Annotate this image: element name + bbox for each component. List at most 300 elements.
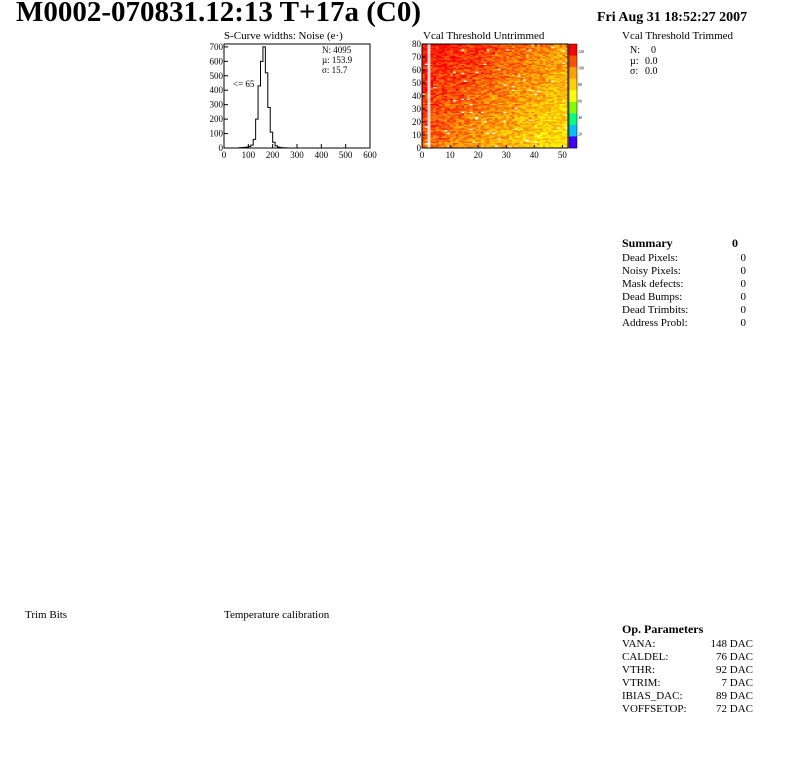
heatmap-cell (506, 82, 509, 84)
heatmap-cell (459, 75, 462, 77)
heatmap-cell (433, 77, 436, 79)
heatmap-cell (492, 132, 495, 134)
heatmap-cell (523, 56, 526, 58)
heatmap-cell (450, 135, 453, 137)
heatmap-cell (442, 47, 445, 49)
heatmap-cell (464, 65, 467, 67)
heatmap-cell (473, 60, 476, 62)
heatmap-cell (467, 60, 470, 62)
heatmap-cell (436, 91, 439, 93)
heatmap-cell (430, 110, 433, 112)
heatmap-cell (495, 106, 498, 108)
heatmap-cell (478, 127, 481, 129)
heatmap-cell (439, 132, 442, 134)
heatmap-cell (484, 138, 487, 140)
heatmap-cell (470, 58, 473, 60)
heatmap-cell (543, 105, 546, 107)
heatmap-cell (560, 65, 563, 67)
heatmap-cell (498, 118, 501, 120)
heatmap-cell (543, 100, 546, 102)
heatmap-cell (512, 116, 515, 118)
heatmap-cell (526, 136, 529, 138)
heatmap-cell (562, 87, 565, 89)
heatmap-cell (430, 82, 433, 84)
heatmap-cell (450, 125, 453, 127)
heatmap-cell (515, 71, 518, 73)
heatmap-cell (453, 142, 456, 144)
heatmap-cell (557, 118, 560, 120)
heatmap-cell (515, 49, 518, 51)
heatmap-cell (503, 104, 506, 106)
heatmap-cell (492, 53, 495, 55)
heatmap-cell (436, 75, 439, 77)
heatmap-cell (543, 142, 546, 144)
heatmap-cell (537, 109, 540, 111)
heatmap-cell (554, 112, 557, 114)
heatmap-cell (529, 86, 532, 88)
heatmap-cell (523, 53, 526, 55)
heatmap-cell (450, 78, 453, 80)
heatmap-cell (456, 84, 459, 86)
heatmap-cell (481, 135, 484, 137)
heatmap-cell (487, 122, 490, 124)
heatmap-cell (517, 122, 520, 124)
heatmap-cell (475, 104, 478, 106)
heatmap-cell (554, 80, 557, 82)
heatmap-cell (492, 69, 495, 71)
heatmap-cell (498, 93, 501, 95)
heatmap-cell (537, 48, 540, 50)
heatmap-cell (560, 60, 563, 62)
heatmap-cell (430, 57, 433, 59)
heatmap-cell (484, 118, 487, 120)
heatmap-cell (473, 135, 476, 137)
heatmap-cell (470, 118, 473, 120)
heatmap-cell (503, 112, 506, 114)
heatmap-cell (560, 125, 563, 127)
heatmap-cell (529, 112, 532, 114)
heatmap-cell (461, 90, 464, 92)
heatmap-cell (456, 52, 459, 54)
heatmap-cell (461, 145, 464, 147)
heatmap-cell (436, 138, 439, 140)
heatmap-cell (436, 73, 439, 75)
y-tick-label: 80 (412, 39, 421, 49)
heatmap-cell (487, 58, 490, 60)
heatmap-cell (517, 118, 520, 120)
heatmap-cell (470, 77, 473, 79)
heatmap-cell (501, 92, 504, 94)
heatmap-cell (517, 126, 520, 128)
heatmap-cell (492, 48, 495, 50)
heatmap-cell (557, 88, 560, 90)
heatmap-cell (515, 138, 518, 140)
heatmap-cell (489, 122, 492, 124)
heatmap-cell (489, 101, 492, 103)
heatmap-cell (529, 73, 532, 75)
heatmap-cell (554, 116, 557, 118)
heatmap-cell (557, 123, 560, 125)
heatmap-cell (461, 131, 464, 133)
heatmap-cell (467, 139, 470, 141)
heatmap-cell (495, 86, 498, 88)
heatmap-cell (509, 84, 512, 86)
heatmap-cell (433, 125, 436, 127)
heatmap-cell (436, 143, 439, 145)
heatmap-cell (526, 57, 529, 59)
heatmap-cell (475, 121, 478, 123)
heatmap-cell (551, 121, 554, 123)
heatmap-cell (554, 135, 557, 137)
heatmap-cell (554, 131, 557, 133)
heatmap-cell (537, 84, 540, 86)
heatmap-cell (456, 108, 459, 110)
heatmap-cell (509, 135, 512, 137)
heatmap-cell (548, 123, 551, 125)
heatmap-cell (560, 48, 563, 50)
heatmap-cell (540, 96, 543, 98)
heatmap-cell (436, 51, 439, 53)
heatmap-cell (548, 97, 551, 99)
heatmap-cell (489, 131, 492, 133)
heatmap-cell (540, 103, 543, 105)
heatmap-cell (436, 144, 439, 146)
heatmap-cell (534, 86, 537, 88)
heatmap-cell (467, 104, 470, 106)
heatmap-cell (467, 78, 470, 80)
heatmap-cell (512, 114, 515, 116)
heatmap-cell (478, 80, 481, 82)
heatmap-cell (473, 140, 476, 142)
heatmap-cell (560, 143, 563, 145)
heatmap-cell (487, 110, 490, 112)
heatmap-cell (543, 138, 546, 140)
heatmap-cell (506, 95, 509, 97)
heatmap-cell (509, 74, 512, 76)
heatmap-cell (484, 110, 487, 112)
heatmap-cell (537, 119, 540, 121)
heatmap-cell (470, 69, 473, 71)
heatmap-cell (470, 45, 473, 47)
heatmap-cell (546, 90, 549, 92)
heatmap-cell (520, 135, 523, 137)
histogram-stat: σ: 15.7 (322, 65, 348, 75)
heatmap-cell (425, 117, 428, 119)
heatmap-cell (546, 122, 549, 124)
heatmap-cell (444, 78, 447, 80)
heatmap-cell (456, 127, 459, 129)
heatmap-cell (481, 99, 484, 101)
heatmap-cell (546, 52, 549, 54)
heatmap-cell (506, 129, 509, 131)
heatmap-cell (520, 61, 523, 63)
heatmap-cell (526, 144, 529, 146)
heatmap-cell (430, 58, 433, 60)
heatmap-cell (517, 109, 520, 111)
heatmap-cell (526, 56, 529, 58)
heatmap-cell (551, 104, 554, 106)
heatmap-cell (560, 49, 563, 51)
histogram-title: S-Curve widths: Noise (e·) (224, 30, 343, 42)
heatmap-cell (470, 53, 473, 55)
heatmap-cell (439, 54, 442, 56)
heatmap-cell (534, 139, 537, 141)
heatmap-cell (464, 51, 467, 53)
heatmap-cell (562, 69, 565, 71)
heatmap-cell (470, 140, 473, 142)
heatmap-cell (540, 135, 543, 137)
heatmap-cell (501, 54, 504, 56)
heatmap-cell (489, 135, 492, 137)
heatmap-cell (444, 71, 447, 73)
heatmap-cell (515, 101, 518, 103)
heatmap-cell (543, 57, 546, 59)
heatmap-cell (453, 105, 456, 107)
heatmap-cell (464, 83, 467, 85)
heatmap-cell (442, 129, 445, 131)
heatmap-cell (447, 48, 450, 50)
heatmap-cell (456, 145, 459, 147)
heatmap-cell (470, 145, 473, 147)
heatmap-cell (430, 105, 433, 107)
heatmap-cell (447, 75, 450, 77)
heatmap-cell (467, 77, 470, 79)
heatmap-cell (562, 130, 565, 132)
heatmap-cell (503, 139, 506, 141)
heatmap-cell (461, 126, 464, 128)
heatmap-cell (551, 69, 554, 71)
heatmap-cell (478, 136, 481, 138)
heatmap-cell (520, 119, 523, 121)
heatmap-cell (557, 60, 560, 62)
heatmap-cell (506, 90, 509, 92)
heatmap-cell (481, 114, 484, 116)
heatmap-cell (526, 97, 529, 99)
heatmap-cell (537, 108, 540, 110)
heatmap-cell (467, 96, 470, 98)
trimmed-title: Vcal Threshold Trimmed (622, 30, 734, 42)
heatmap-cell (492, 95, 495, 97)
heatmap-cell (489, 130, 492, 132)
heatmap-cell (456, 126, 459, 128)
heatmap-cell (439, 139, 442, 141)
heatmap-cell (503, 61, 506, 63)
heatmap-cell (484, 80, 487, 82)
heatmap-cell (456, 131, 459, 133)
heatmap-cell (506, 83, 509, 85)
heatmap-cell (526, 103, 529, 105)
heatmap-cell (557, 62, 560, 64)
heatmap-cell (560, 99, 563, 101)
heatmap-cell (481, 57, 484, 59)
heatmap-cell (467, 70, 470, 72)
heatmap-cell (520, 87, 523, 89)
heatmap-cell (506, 87, 509, 89)
heatmap-cell (503, 65, 506, 67)
heatmap-cell (442, 58, 445, 60)
heatmap-cell (501, 51, 504, 53)
heatmap-cell (430, 62, 433, 64)
heatmap-cell (509, 67, 512, 69)
heatmap-cell (501, 65, 504, 67)
heatmap-cell (459, 70, 462, 72)
heatmap-cell (459, 127, 462, 129)
heatmap-cell (492, 135, 495, 137)
heatmap-cell (548, 106, 551, 108)
heatmap-cell (492, 93, 495, 95)
heatmap-cell (425, 49, 428, 51)
heatmap-cell (461, 60, 464, 62)
heatmap-cell (537, 87, 540, 89)
heatmap-cell (515, 78, 518, 80)
heatmap-cell (548, 130, 551, 132)
heatmap-cell (498, 62, 501, 64)
heatmap-cell (473, 54, 476, 56)
heatmap-cell (554, 83, 557, 85)
heatmap-cell (526, 45, 529, 47)
heatmap-cell (475, 78, 478, 80)
heatmap-cell (433, 49, 436, 51)
heatmap-cell (495, 61, 498, 63)
x-tick-label: 0 (419, 150, 425, 160)
heatmap-cell (503, 83, 506, 85)
heatmap-cell (560, 74, 563, 76)
heatmap-cell (560, 77, 563, 79)
heatmap-cell (523, 121, 526, 123)
heatmap-cell (489, 113, 492, 115)
heatmap-cell (484, 71, 487, 73)
heatmap-cell (498, 138, 501, 140)
heatmap-cell (470, 117, 473, 119)
heatmap-cell (501, 56, 504, 58)
heatmap-cell (506, 48, 509, 50)
heatmap-cell (473, 78, 476, 80)
heatmap-cell (447, 97, 450, 99)
heatmap-cell (554, 125, 557, 127)
heatmap-cell (475, 139, 478, 141)
heatmap-cell (529, 114, 532, 116)
heatmap-cell (456, 140, 459, 142)
heatmap-cell (512, 78, 515, 80)
heatmap-cell (537, 106, 540, 108)
heatmap-cell (537, 118, 540, 120)
heatmap-cell (529, 123, 532, 125)
heatmap-cell (425, 54, 428, 56)
heatmap-cell (532, 118, 535, 120)
heatmap-cell (492, 74, 495, 76)
heatmap-cell (461, 113, 464, 115)
heatmap-cell (447, 87, 450, 89)
op-param-label: VOFFSETOP: (622, 703, 687, 715)
heatmap-cell (492, 130, 495, 132)
heatmap-cell (456, 132, 459, 134)
heatmap-cell (464, 82, 467, 84)
heatmap-cell (540, 126, 543, 128)
heatmap-cell (450, 62, 453, 64)
heatmap-cell (439, 112, 442, 114)
heatmap-cell (560, 126, 563, 128)
heatmap-cell (433, 119, 436, 121)
heatmap-cell (503, 100, 506, 102)
heatmap-cell (512, 110, 515, 112)
heatmap-cell (517, 143, 520, 145)
heatmap-cell (484, 92, 487, 94)
heatmap-cell (475, 97, 478, 99)
heatmap-cell (442, 64, 445, 66)
heatmap-cell (506, 103, 509, 105)
heatmap-cell (470, 123, 473, 125)
heatmap-cell (433, 91, 436, 93)
heatmap-cell (560, 53, 563, 55)
heatmap-cell (523, 93, 526, 95)
heatmap-cell (506, 126, 509, 128)
heatmap-cell (425, 57, 428, 59)
heatmap-cell (470, 134, 473, 136)
heatmap-cell (537, 144, 540, 146)
heatmap-cell (459, 73, 462, 75)
heatmap-cell (554, 71, 557, 73)
heatmap-cell (456, 90, 459, 92)
heatmap-cell (512, 132, 515, 134)
heatmap-cell (453, 131, 456, 133)
heatmap-cell (526, 61, 529, 63)
heatmap-cell (512, 74, 515, 76)
heatmap-cell (481, 100, 484, 102)
heatmap-cell (534, 140, 537, 142)
heatmap-cell (467, 138, 470, 140)
heatmap-cell (450, 97, 453, 99)
heatmap-cell (459, 123, 462, 125)
summary-value: 0 (740, 278, 746, 290)
heatmap-cell (475, 100, 478, 102)
heatmap-cell (546, 82, 549, 84)
heatmap-cell (453, 106, 456, 108)
heatmap-cell (562, 113, 565, 115)
heatmap-cell (470, 99, 473, 101)
heatmap-cell (481, 103, 484, 105)
heatmap-cell (430, 145, 433, 147)
heatmap-cell (475, 91, 478, 93)
heatmap-cell (523, 65, 526, 67)
heatmap-cell (551, 113, 554, 115)
heatmap-cell (425, 86, 428, 88)
heatmap-cell (473, 100, 476, 102)
heatmap-cell (433, 121, 436, 123)
heatmap-cell (450, 74, 453, 76)
heatmap-cell (456, 95, 459, 97)
heatmap-cell (506, 130, 509, 132)
heatmap-cell (515, 113, 518, 115)
heatmap-cell (436, 97, 439, 99)
heatmap-cell (433, 106, 436, 108)
heatmap-cell (557, 51, 560, 53)
heatmap-cell (557, 66, 560, 68)
heatmap-cell (548, 108, 551, 110)
heatmap-cell (450, 138, 453, 140)
heatmap-cell (551, 122, 554, 124)
heatmap-cell (534, 112, 537, 114)
heatmap-cell (495, 125, 498, 127)
heatmap-cell (512, 49, 515, 51)
heatmap-cell (529, 51, 532, 53)
heatmap-cell (467, 83, 470, 85)
heatmap-cell (551, 97, 554, 99)
heatmap-cell (548, 118, 551, 120)
heatmap-cell (425, 78, 428, 80)
heatmap-cell (450, 140, 453, 142)
heatmap-cell (481, 75, 484, 77)
heatmap-cell (498, 56, 501, 58)
